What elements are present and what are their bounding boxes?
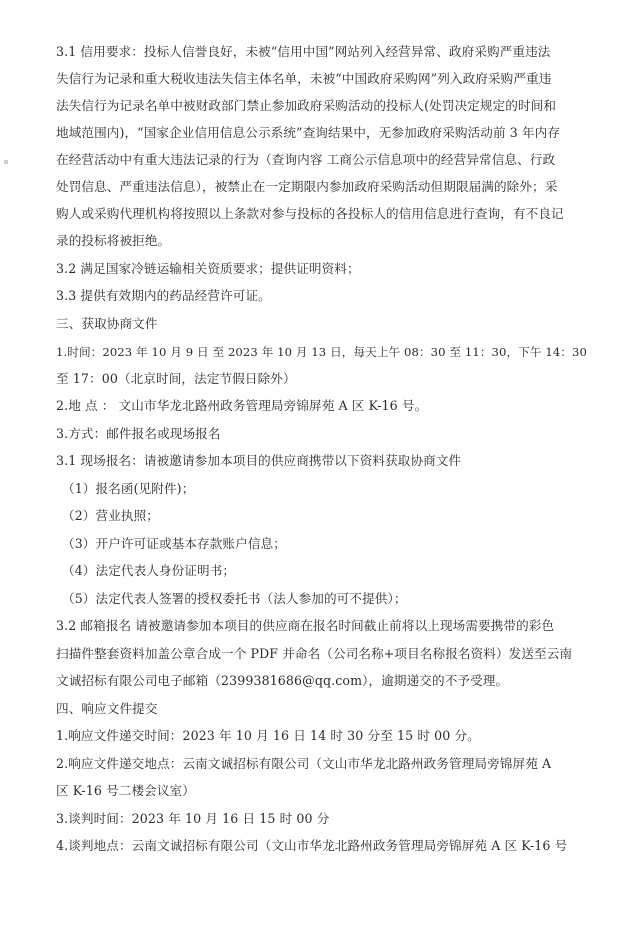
text-line: 至 17：00（北京时间，法定节假日除外） — [56, 371, 296, 386]
text-line: 扫描件整套资料加盖公章合成一个 PDF 并命名（公司名称+项目名称报名资料）发送至云南 — [56, 646, 573, 661]
text-line: 3.方式：邮件报名或现场报名 — [56, 426, 221, 441]
text-line: 在经营活动中有重大违法记录的行为（查询内容 工商公示信息项中的经营异常信息、行政 — [56, 152, 556, 167]
text-line: 3.1 现场报名：请被邀请参加本项目的供应商携带以下资料获取协商文件 — [56, 453, 462, 468]
list-item: （1）报名函(见附件)； — [62, 481, 195, 496]
section-heading: 三、获取协商文件 — [56, 316, 158, 331]
list-item: （3）开户许可证或基本存款账户信息； — [62, 536, 286, 551]
text-line: 4.谈判地点：云南文诚招标有限公司（文山市华龙北路州政务管理局旁锦屏苑 A 区 K-16 号 — [56, 838, 568, 853]
text-line: 地域范围内)，“国家企业信用信息公示系统”查询结果中，无参加政府采购活动前 3 年内存 — [56, 125, 561, 140]
text-line: 2.响应文件递交地点：云南文诚招标有限公司（文山市华龙北路州政务管理局旁锦屏苑 A — [56, 756, 552, 771]
list-item: （2）营业执照； — [62, 508, 159, 523]
text-line: 3.1 信用要求：投标人信誉良好，未被“信用中国”网站列入经营异常、政府采购严重违法 — [56, 44, 551, 59]
text-line: 法失信行为记录名单中被财政部门禁止参加政府采购活动的投标人(处罚决定规定的时间和 — [56, 98, 557, 113]
text-line: 购人或采购代理机构将按照以上条款对参与投标的各投标人的信用信息进行查询，有不良记 — [56, 206, 564, 221]
text-line: 3.2 满足国家冷链运输相关资质要求；提供证明资料； — [56, 261, 360, 276]
text-line: 处罚信息、严重违法信息），被禁止在一定期限内参加政府采购活动但期限届满的除外；采 — [56, 179, 558, 194]
list-item: （4）法定代表人身份证明书； — [62, 563, 236, 578]
text-line: 3.3 提供有效期内的药品经营许可证。 — [56, 288, 271, 303]
list-item: （5）法定代表人签署的授权委托书（法人参加的可不提供）； — [62, 591, 407, 606]
text-line: 3.2 邮箱报名 请被邀请参加本项目的供应商在报名时间截止前将以上现场需要携带的彩色 — [56, 618, 555, 633]
scan-edge-mark — [4, 160, 8, 164]
text-line: 失信行为记录和重大税收违法失信主体名单，未被“中国政府采购网”列入政府采购严重违 — [56, 71, 552, 86]
text-line: 录的投标将被拒绝。 — [56, 233, 171, 248]
text-line: 文诚招标有限公司电子邮箱（2399381686@qq.com），逾期递交的不予受理。 — [56, 673, 509, 688]
text-line: 1.响应文件递交时间：2023 年 10 月 16 日 14 时 30 分至 15 时 00 分。 — [56, 728, 480, 743]
text-line: 1.时间：2023 年 10 月 9 日 至 2023 年 10 月 13 日，每天上午 08：30 至 11：30，下午 14：30 — [56, 345, 587, 359]
text-line: 区 K-16 号二楼会议室） — [56, 783, 195, 798]
text-line: 3.谈判时间：2023 年 10 月 16 日 15 时 00 分 — [56, 811, 330, 826]
text-line: 2.地 点 ： 文山市华龙北路州政务管理局旁锦屏苑 A 区 K-16 号。 — [56, 398, 428, 413]
section-heading: 四、响应文件提交 — [56, 701, 158, 716]
